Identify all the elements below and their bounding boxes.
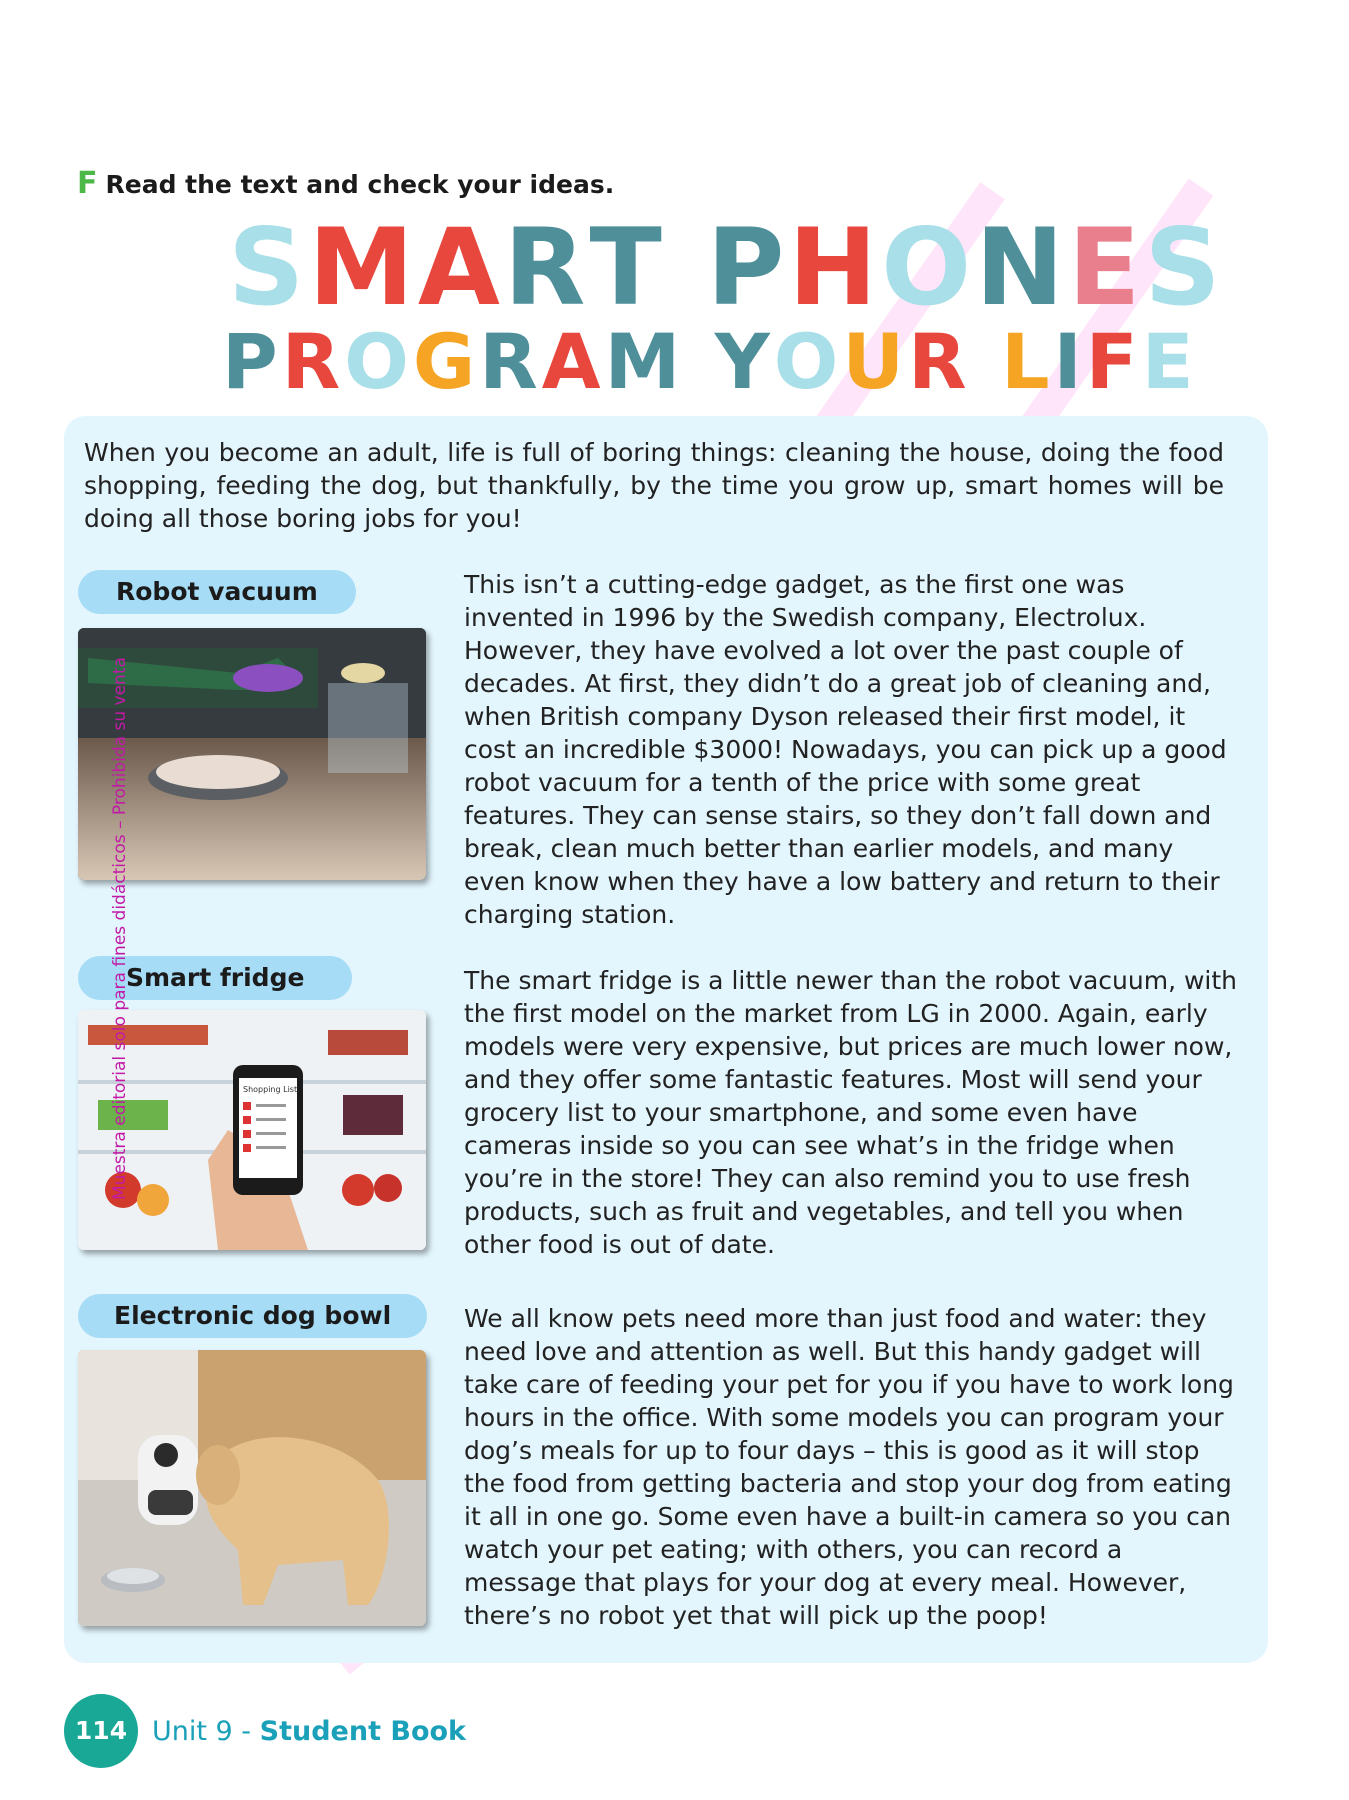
footer-book: Student Book (259, 1716, 467, 1747)
title-line-1 (228, 206, 1225, 329)
title-letter: E (1141, 317, 1198, 406)
title-letter: H (788, 206, 882, 329)
title-letter: I (1053, 317, 1086, 406)
title-letter: M (604, 317, 685, 406)
page-number: 114 (64, 1694, 138, 1768)
intro-paragraph: When you become an adult, life is full of boring things: cleaning the house, doing the food shopping, feeding the dog, but thankfully, by the time you grow up, smart homes will be doing all those boring jobs for you! (84, 438, 1224, 533)
title-letter: L (1001, 317, 1054, 406)
label-electronic-dog-bowl: Electronic dog bowl (78, 1294, 427, 1338)
title-letter: A (417, 206, 504, 329)
footer-label (152, 1716, 466, 1747)
smart-fridge-text: The smart fridge is a little newer than the robot vacuum, with the first model on the market from LG in 2000. Again, early models were very expensive, but prices are much lower now, and they offer some fantastic features. Most will send your grocery list to your smartphone, and some even have cameras inside so you can see what’s in the fridge when you’re in the store! They can also remind you to use fresh products, such as fruit and vegetables, and tell you when other food is out of date. (464, 966, 1237, 1259)
footer-unit: Unit 9 - (152, 1716, 260, 1747)
electronic-dog-bowl-text: We all know pets need more than just food and water: they need love and attention as well. But this handy gadget will take care of feeding your pet for you if you have to work long hours in the office. With some models you can program your dog’s meals for up to four days – this is good as it will stop the food from getting bacteria and stop your dog from eating it all in one go. Some even have a built-in camera so you can watch your pet eating; with others, you can record a message that plays for your dog at every meal. However, there’s no robot yet that will pick up the poop! (464, 1304, 1234, 1630)
title-letter: O (881, 206, 976, 329)
title-letter: U (842, 317, 909, 406)
title-line-2 (222, 317, 1198, 406)
label-robot-vacuum: Robot vacuum (78, 570, 356, 614)
title-letter: F (1085, 317, 1142, 406)
title-letter: R (281, 317, 345, 406)
title-letter: A (541, 317, 605, 406)
page-title (0, 206, 1349, 406)
title-letter: R (503, 206, 590, 329)
phone-screen-text: Shopping List (243, 1085, 298, 1094)
robot-vacuum-photo (78, 628, 426, 880)
title-letter: T (589, 206, 666, 329)
title-letter: M (308, 206, 418, 329)
instruction-text: Read the text and check your ideas. (105, 170, 615, 199)
smart-fridge-photo (78, 1010, 426, 1250)
electronic-dog-bowl-photo (78, 1350, 426, 1626)
title-letter: O (344, 317, 413, 406)
robot-vacuum-text: This isn’t a cutting-edge gadget, as the first one was invented in 1996 by the Swedish company, Electrolux. However, they have evolved a lot over the past couple of decades. At first, they didn’t do a great job of cleaning and, when British company Dyson released their first model, it cost an incredible $3000! Nowadays, you can pick up a good robot vacuum for a tenth of the price with some great features. They can sense stairs, so they don’t fall down and break, clean much better than earlier models, and many even know when they have a low battery and return to their charging station. (464, 570, 1227, 929)
title-letter (684, 320, 714, 404)
label-smart-fridge: Smart fridge (78, 956, 352, 1000)
title-letter: S (1144, 206, 1225, 329)
title-letter: P (222, 317, 282, 406)
title-letter: G (412, 317, 480, 406)
instruction-letter: F (77, 166, 98, 201)
title-letter: R (908, 317, 971, 406)
title-letter: S (228, 206, 309, 329)
title-letter: E (1067, 206, 1145, 329)
title-letter: P (706, 206, 789, 329)
instruction (77, 166, 614, 201)
side-watermark: Muestra editorial solo para fines didácticos – Prohibida su venta (110, 657, 130, 1200)
title-letter: N (975, 206, 1068, 329)
title-letter: R (479, 317, 542, 406)
title-letter (666, 215, 707, 321)
title-letter (971, 320, 1001, 404)
title-letter: O (773, 317, 843, 406)
title-letter: Y (714, 317, 774, 406)
